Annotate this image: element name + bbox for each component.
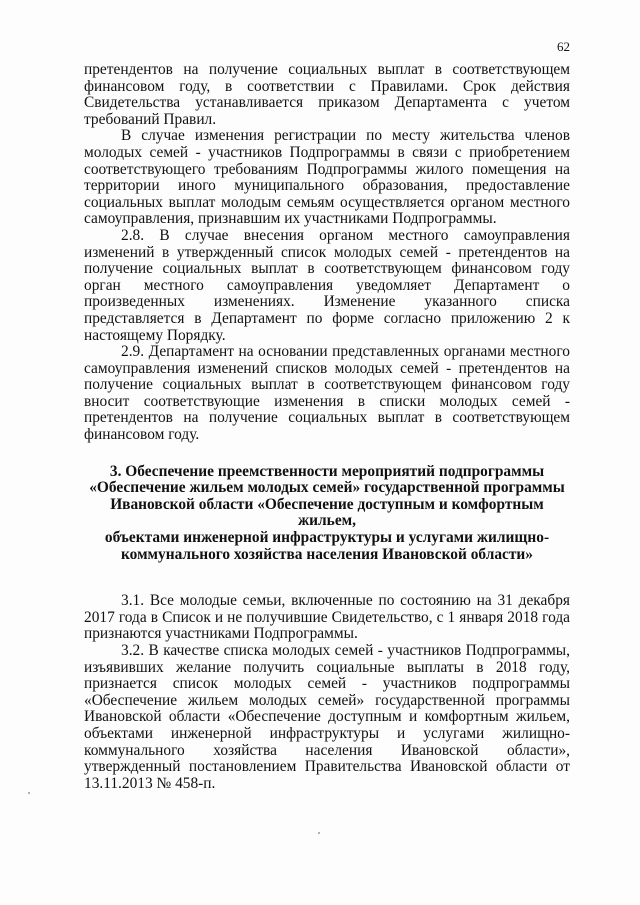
scan-speck: [28, 792, 30, 794]
paragraph-2-8: 2.8. В случае внесения органом местного самоуправления изменений в утвержденный список молодых семей - претендентов на получение социальных выплат в соответствующем финансовом году орган местного самоуправления уведомляет Департамент о произведенных изменениях. Изменение указанного списка представляется в Департамент по форме согласно приложению 2 к настоящему Порядку.: [84, 226, 570, 344]
section-heading-line: 3. Обеспечение преемственности мероприятий подпрограммы: [109, 462, 545, 480]
section-heading-line: коммунального хозяйства населения Ивановской области»: [121, 545, 533, 563]
paragraph-registration-change: В случае изменения регистрации по месту жительства членов молодых семей - участников Подпрограммы в связи с приобретением соответствующего требованиям Подпрограммы жилого помещения на территории иного муниципального образования, предоставление социальных выплат молодым семьям осуществляется органом местного самоуправления, признавшим их участниками Подпрограммы.: [84, 127, 570, 228]
section-heading-line: Ивановской области «Обеспечение доступным и комфортным жильем,: [110, 495, 544, 530]
scan-speck: [318, 832, 320, 834]
section-heading: [84, 464, 570, 564]
paragraph-continuation: претендентов на получение социальных выплат в соответствующем финансовом году, в соответствии с Правилами. Срок действия Свидетельства устанавливается приказом Департамента с учетом требований Правил.: [84, 61, 570, 128]
paragraph-3-1: 3.1. Все молодые семьи, включенные по состоянию на 31 декабря 2017 года в Список и не получившие Свидетельство, с 1 января 2018 года признаются участниками Подпрограммы.: [84, 592, 570, 643]
paragraph-3-2: 3.2. В качестве списка молодых семей - участников Подпрограммы, изъявивших желание получить социальные выплаты в 2018 году, признается список молодых семей - участников подпрограммы «Обеспечение жильем молодых семей» государственной программы Ивановской области «Обеспечение доступным и комфортным жильем, объектами инженерной инфраструктуры и услугами жилищно-коммунального хозяйства населения Ивановской области», утвержденный постановлением Правительства Ивановской области от 13.11.2013 № 458-п.: [84, 642, 570, 792]
spacer: [84, 563, 570, 593]
page-content: [84, 62, 570, 792]
paragraph-2-9: 2.9. Департамент на основании представленных органами местного самоуправления изменений списков молодых семей - претендентов на получение социальных выплат в соответствующем финансовом году вносит соответствующие изменения в списки молодых семей - претендентов на получение социальных выплат в соответствующем финансовом году.: [84, 343, 570, 444]
spacer: [84, 444, 570, 464]
section-heading-line: «Обеспечение жильем молодых семей» государственной программы: [89, 479, 565, 497]
page-number: 62: [557, 39, 570, 54]
section-heading-line: объектами инженерной инфраструктуры и услугами жилищно-: [104, 529, 550, 547]
